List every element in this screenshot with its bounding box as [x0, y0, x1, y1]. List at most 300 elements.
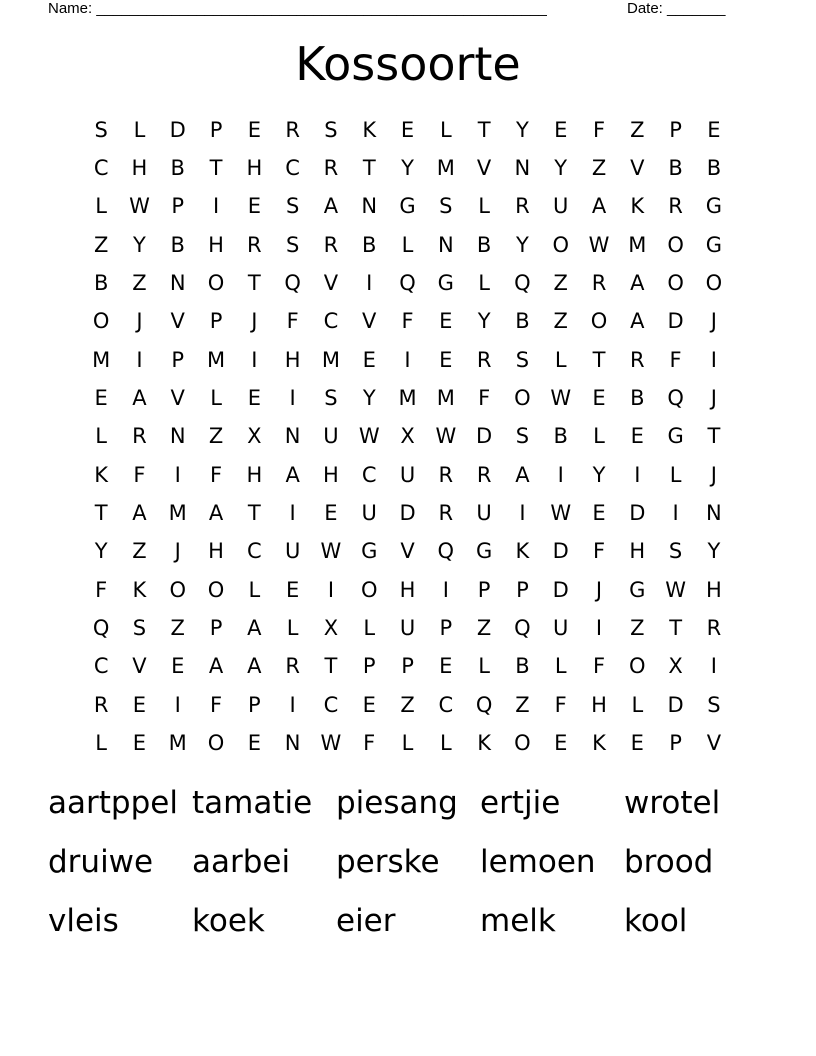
grid-letter: O — [705, 271, 723, 296]
grid-letter: L — [554, 347, 567, 372]
grid-letter: T — [707, 424, 721, 449]
grid-letter: L — [554, 654, 567, 679]
grid-letter: P — [248, 692, 261, 717]
grid-letter: B — [706, 156, 722, 181]
grid-letter: W — [320, 731, 342, 756]
grid-letter: W — [588, 232, 610, 257]
grid-letter: F — [209, 692, 223, 717]
grid-letter: Z — [476, 616, 492, 641]
grid-letter: L — [95, 424, 107, 449]
grid-letter: S — [439, 194, 453, 219]
grid-letter: C — [285, 156, 300, 181]
grid-letter: F — [95, 577, 108, 602]
word-list-item: ertjie — [480, 785, 561, 821]
grid-letter: E — [439, 654, 453, 679]
grid-letter: P — [362, 654, 376, 679]
grid-letter: K — [630, 194, 645, 219]
grid-letter: C — [323, 692, 339, 717]
grid-letter: Q — [92, 616, 110, 641]
grid-letter: P — [171, 347, 185, 372]
grid-letter: Z — [132, 539, 147, 564]
grid-letter: P — [439, 616, 453, 641]
grid-letter: D — [552, 539, 569, 564]
grid-letter: I — [136, 347, 143, 372]
grid-letter: E — [439, 309, 453, 334]
grid-letter: V — [706, 731, 722, 756]
grid-letter: O — [667, 232, 684, 257]
grid-letter: R — [438, 462, 454, 487]
grid-letter: N — [706, 501, 722, 526]
grid-letter: D — [169, 117, 186, 142]
grid-letter: B — [515, 654, 530, 679]
grid-letter: T — [592, 347, 606, 372]
grid-letter: V — [170, 386, 185, 411]
grid-letter: I — [289, 386, 296, 411]
grid-letter: F — [209, 462, 223, 487]
grid-letter: U — [323, 424, 339, 449]
grid-letter: R — [323, 156, 339, 181]
grid-letter: J — [710, 462, 717, 487]
grid-letter: C — [93, 156, 109, 181]
grid-letter: A — [247, 654, 262, 679]
grid-letter: E — [630, 424, 644, 449]
grid-letter: V — [132, 654, 147, 679]
grid-letter: E — [362, 347, 376, 372]
grid-letter: H — [629, 539, 646, 564]
grid-letter: I — [404, 347, 411, 372]
grid-letter: J — [251, 309, 258, 334]
grid-letter: B — [362, 232, 377, 257]
grid-letter: O — [552, 232, 569, 257]
grid-letter: K — [477, 731, 491, 756]
grid-letter: W — [320, 539, 342, 564]
word-list-item: piesang — [336, 785, 458, 821]
grid-letter: A — [208, 501, 224, 526]
grid-letter: L — [478, 194, 490, 219]
grid-letter: G — [399, 194, 416, 219]
grid-letter: G — [629, 577, 646, 602]
grid-letter: Z — [591, 156, 607, 181]
grid-letter: E — [400, 117, 415, 142]
grid-letter: S — [285, 194, 300, 219]
grid-letter: L — [439, 731, 452, 756]
grid-letter: L — [133, 117, 146, 142]
grid-letter: T — [209, 156, 223, 181]
grid-letter: G — [705, 194, 723, 219]
grid-letter: I — [174, 692, 181, 717]
grid-letter: T — [247, 501, 261, 526]
grid-letter: I — [710, 654, 717, 679]
grid-letter: R — [285, 654, 300, 679]
grid-letter: V — [476, 156, 492, 181]
grid-letter: D — [476, 424, 493, 449]
grid-letter: M — [628, 232, 647, 257]
grid-letter: G — [475, 539, 493, 564]
word-list-item: druiwe — [48, 844, 154, 880]
grid-letter: U — [399, 616, 416, 641]
grid-letter: T — [247, 271, 261, 296]
grid-letter: L — [286, 616, 299, 641]
grid-letter: O — [207, 731, 225, 756]
grid-letter: I — [289, 692, 296, 717]
grid-letter: I — [289, 501, 296, 526]
grid-letter: I — [212, 194, 220, 219]
letter-grid — [82, 111, 733, 763]
grid-letter: R — [476, 462, 492, 487]
grid-letter: C — [323, 309, 339, 334]
grid-letter: S — [515, 347, 530, 372]
grid-letter: R — [438, 501, 454, 526]
grid-letter: Q — [514, 271, 531, 296]
grid-letter: Q — [667, 386, 684, 411]
grid-letter: M — [398, 386, 417, 411]
grid-letter: V — [323, 271, 339, 296]
grid-letter: L — [439, 117, 452, 142]
grid-letter: O — [514, 731, 531, 756]
date-line: Date: _______ — [627, 0, 726, 17]
word-list-item: kool — [624, 903, 688, 939]
grid-letter: V — [630, 156, 645, 181]
grid-letter: L — [363, 616, 376, 641]
grid-letter: U — [553, 194, 569, 219]
grid-letter: O — [590, 309, 608, 334]
grid-letter: P — [669, 731, 682, 756]
grid-letter: L — [669, 462, 682, 487]
grid-letter: T — [362, 156, 376, 181]
grid-letter: O — [514, 386, 531, 411]
grid-letter: E — [247, 194, 261, 219]
grid-letter: A — [285, 462, 300, 487]
grid-letter: H — [246, 156, 263, 181]
grid-letter: L — [95, 731, 107, 756]
grid-letter: Y — [707, 539, 721, 564]
grid-letter: O — [207, 271, 225, 296]
grid-letter: R — [668, 194, 683, 219]
word-list-item: koek — [192, 903, 265, 939]
grid-letter: T — [477, 117, 491, 142]
grid-letter: S — [515, 424, 530, 449]
grid-letter: J — [136, 309, 143, 334]
grid-letter: O — [169, 577, 186, 602]
grid-letter: I — [174, 462, 181, 487]
grid-letter: E — [247, 117, 261, 142]
grid-letter: Y — [133, 232, 146, 257]
grid-letter: M — [92, 347, 111, 372]
grid-letter: I — [327, 577, 335, 602]
grid-letter: Z — [170, 616, 185, 641]
grid-letter: Y — [401, 156, 414, 181]
grid-letter: S — [324, 386, 338, 411]
grid-letter: Q — [437, 539, 455, 564]
grid-letter: W — [435, 424, 457, 449]
grid-letter: N — [169, 424, 186, 449]
grid-letter: J — [710, 386, 717, 411]
grid-letter: R — [706, 616, 722, 641]
word-list-item: aartppel — [48, 785, 178, 821]
grid-letter: N — [284, 731, 301, 756]
grid-letter: E — [171, 654, 185, 679]
grid-letter: X — [247, 424, 262, 449]
grid-letter: P — [171, 194, 185, 219]
grid-letter: Q — [284, 271, 301, 296]
grid-letter: H — [284, 347, 301, 372]
grid-letter: W — [550, 386, 572, 411]
grid-letter: Z — [515, 692, 530, 717]
grid-letter: G — [361, 539, 378, 564]
grid-letter: H — [323, 462, 339, 487]
grid-letter: K — [132, 577, 147, 602]
grid-letter: F — [669, 347, 682, 372]
grid-letter: L — [95, 194, 107, 219]
grid-letter: H — [591, 692, 607, 717]
grid-letter: M — [206, 347, 226, 372]
grid-letter: Z — [400, 692, 415, 717]
grid-letter: P — [477, 577, 491, 602]
grid-letter: Y — [592, 462, 606, 487]
grid-letter: Q — [514, 616, 531, 641]
grid-letter: X — [668, 654, 683, 679]
grid-letter: M — [321, 347, 340, 372]
grid-letter: Y — [477, 309, 491, 334]
grid-letter: N — [284, 424, 301, 449]
grid-letter: H — [246, 462, 263, 487]
word-list-item: melk — [480, 903, 556, 939]
grid-letter: E — [132, 731, 147, 756]
grid-letter: C — [247, 539, 262, 564]
grid-letter: T — [669, 616, 683, 641]
grid-letter: N — [437, 232, 454, 257]
grid-letter: M — [436, 156, 455, 181]
grid-letter: C — [438, 692, 454, 717]
grid-letter: F — [592, 117, 606, 142]
grid-letter: K — [515, 539, 530, 564]
grid-letter: E — [707, 117, 721, 142]
grid-letter: C — [93, 654, 109, 679]
grid-letter: U — [399, 462, 416, 487]
grid-letter: S — [285, 232, 300, 257]
grid-letter: Z — [208, 424, 224, 449]
grid-letter: H — [208, 539, 224, 564]
grid-letter: P — [209, 117, 223, 142]
grid-letter: I — [442, 577, 449, 602]
grid-letter: E — [630, 731, 644, 756]
grid-letter: U — [284, 539, 301, 564]
grid-letter: J — [595, 577, 603, 602]
grid-letter: Z — [630, 616, 645, 641]
grid-letter: S — [132, 616, 147, 641]
grid-letter: O — [360, 577, 378, 602]
grid-letter: F — [133, 462, 146, 487]
grid-letter: F — [286, 309, 299, 334]
grid-letter: L — [478, 271, 490, 296]
grid-letter: V — [170, 309, 185, 334]
grid-letter: B — [630, 386, 645, 411]
grid-letter: P — [516, 577, 529, 602]
grid-letter: B — [515, 309, 530, 334]
grid-letter: A — [132, 386, 147, 411]
word-list-item: lemoen — [480, 844, 596, 880]
grid-letter: E — [285, 577, 300, 602]
grid-letter: L — [401, 232, 414, 257]
grid-letter: Y — [362, 386, 376, 411]
grid-letter: W — [358, 424, 380, 449]
grid-letter: A — [630, 271, 645, 296]
grid-letter: Z — [132, 271, 147, 296]
grid-letter: F — [592, 654, 606, 679]
grid-letter: E — [362, 692, 376, 717]
grid-letter: S — [94, 117, 108, 142]
grid-letter: K — [362, 117, 377, 142]
grid-letter: W — [550, 501, 572, 526]
grid-letter: O — [667, 271, 684, 296]
grid-letter: A — [132, 501, 147, 526]
grid-letter: F — [401, 309, 414, 334]
grid-letter: Q — [399, 271, 416, 296]
grid-letter: I — [595, 616, 603, 641]
grid-letter: U — [476, 501, 492, 526]
grid-letter: S — [707, 692, 721, 717]
grid-letter: L — [401, 731, 414, 756]
grid-letter: R — [93, 692, 109, 717]
grid-letter: P — [669, 117, 682, 142]
word-list — [48, 778, 768, 955]
grid-letter: F — [554, 692, 567, 717]
word-list-item: vleis — [48, 903, 119, 939]
puzzle-title: Kossoorte — [295, 37, 521, 91]
grid-letter: A — [247, 616, 262, 641]
grid-letter: U — [361, 501, 377, 526]
grid-letter: F — [592, 539, 606, 564]
word-list-item: eier — [336, 903, 396, 939]
grid-letter: E — [592, 501, 606, 526]
grid-letter: H — [131, 156, 148, 181]
grid-letter: A — [630, 309, 645, 334]
grid-letter: Z — [553, 271, 568, 296]
grid-letter: B — [170, 232, 185, 257]
grid-letter: K — [94, 462, 109, 487]
grid-letter: Z — [93, 232, 109, 257]
grid-letter: M — [168, 501, 187, 526]
grid-letter: L — [478, 654, 490, 679]
grid-letter: I — [557, 462, 564, 487]
grid-letter: D — [667, 692, 684, 717]
grid-letter: R — [323, 232, 339, 257]
grid-letter: Y — [516, 117, 529, 142]
grid-letter: R — [630, 347, 645, 372]
grid-letter: L — [248, 577, 261, 602]
grid-letter: L — [593, 424, 605, 449]
word-list-item: aarbei — [192, 844, 291, 880]
grid-letter: C — [361, 462, 377, 487]
grid-letter: B — [93, 271, 109, 296]
grid-letter: N — [361, 194, 378, 219]
grid-letter: I — [672, 501, 679, 526]
grid-letter: H — [208, 232, 224, 257]
grid-letter: Y — [94, 539, 108, 564]
grid-letter: N — [169, 271, 186, 296]
grid-letter: Q — [475, 692, 493, 717]
grid-letter: X — [323, 616, 339, 641]
grid-letter: H — [706, 577, 722, 602]
grid-letter: F — [478, 386, 491, 411]
grid-letter: B — [476, 232, 492, 257]
grid-letter: W — [129, 194, 150, 219]
grid-letter: R — [591, 271, 607, 296]
grid-letter: T — [94, 501, 108, 526]
grid-letter: O — [207, 577, 225, 602]
grid-letter: A — [515, 462, 530, 487]
grid-letter: X — [400, 424, 415, 449]
grid-letter: L — [210, 386, 222, 411]
grid-letter: I — [366, 271, 373, 296]
grid-letter: G — [437, 271, 454, 296]
grid-letter: A — [208, 654, 224, 679]
grid-letter: J — [174, 539, 181, 564]
grid-letter: E — [554, 731, 568, 756]
grid-letter: V — [362, 309, 377, 334]
grid-letter: D — [667, 309, 684, 334]
grid-letter: F — [363, 731, 376, 756]
grid-letter: D — [552, 577, 569, 602]
grid-letter: E — [554, 117, 568, 142]
grid-letter: A — [591, 194, 607, 219]
word-list-item: wrotel — [624, 785, 721, 821]
grid-letter: K — [592, 731, 606, 756]
word-list-item: brood — [624, 844, 714, 880]
grid-letter: E — [247, 731, 261, 756]
grid-letter: H — [399, 577, 416, 602]
grid-letter: Z — [553, 309, 568, 334]
grid-letter: M — [436, 386, 455, 411]
grid-letter: N — [514, 156, 531, 181]
grid-letter: Y — [516, 232, 529, 257]
grid-letter: I — [251, 347, 258, 372]
grid-letter: R — [247, 232, 262, 257]
grid-letter: S — [668, 539, 683, 564]
grid-letter: D — [629, 501, 646, 526]
grid-letter: W — [665, 577, 686, 602]
grid-letter: E — [439, 347, 453, 372]
grid-letter: R — [285, 117, 300, 142]
grid-letter: B — [668, 156, 683, 181]
grid-letter: P — [209, 616, 223, 641]
grid-letter: P — [209, 309, 223, 334]
grid-letter: B — [553, 424, 568, 449]
grid-letter: G — [667, 424, 684, 449]
grid-letter: R — [476, 347, 492, 372]
grid-letter: M — [168, 731, 187, 756]
grid-letter: D — [399, 501, 416, 526]
grid-letter: E — [94, 386, 108, 411]
grid-letter: Y — [554, 156, 568, 181]
grid-letter: T — [324, 654, 338, 679]
word-list-item: tamatie — [192, 785, 313, 821]
grid-letter: I — [634, 462, 641, 487]
grid-letter: E — [592, 386, 606, 411]
grid-letter: V — [400, 539, 415, 564]
word-list-item: perske — [336, 844, 440, 880]
grid-letter: J — [710, 309, 717, 334]
grid-letter: E — [132, 692, 147, 717]
grid-letter: A — [323, 194, 339, 219]
grid-letter: Z — [630, 117, 645, 142]
grid-letter: L — [631, 692, 644, 717]
grid-letter: S — [324, 117, 338, 142]
grid-letter: R — [132, 424, 147, 449]
grid-letter: R — [515, 194, 530, 219]
grid-letter: E — [324, 501, 338, 526]
grid-letter: I — [710, 347, 717, 372]
